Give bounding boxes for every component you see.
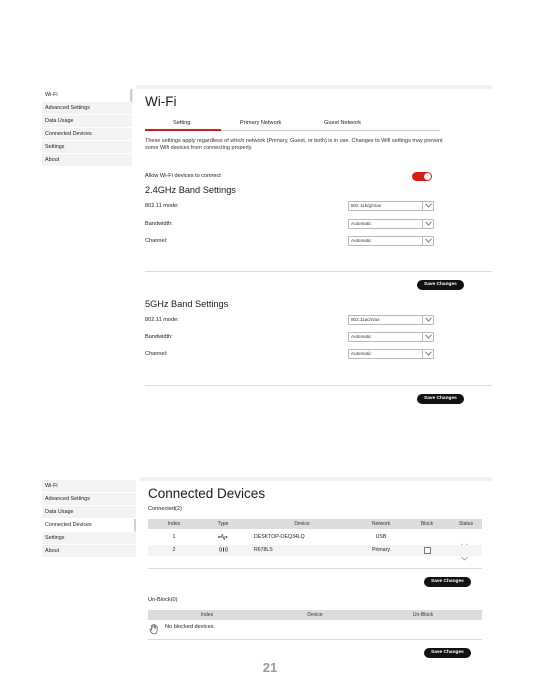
panel-header-bar (136, 85, 492, 89)
tab-setting[interactable]: Setting (173, 120, 191, 126)
save-changes-button-band24[interactable]: Save Changes (417, 280, 464, 290)
chevron-down-icon (422, 202, 433, 210)
row-index: 2 (172, 547, 176, 553)
sidebar-item-data-usage[interactable]: Data Usage (42, 115, 132, 128)
col-index: Index (200, 612, 214, 618)
unblock-count-label: Un-Block(0) (148, 597, 178, 603)
tab-active-underline (145, 129, 221, 131)
sidebar-bottom (42, 480, 136, 558)
col-device: Device (307, 612, 323, 618)
sidebar-item-settings[interactable]: Settings (42, 141, 132, 154)
unblock-table-header (148, 610, 482, 620)
col-status: Status (458, 521, 474, 527)
page-title-connected-devices: Connected Devices (148, 486, 266, 501)
band5-bandwidth-select[interactable] (348, 332, 434, 342)
col-unblock: Un-Block (412, 612, 434, 618)
row-network: Primary (372, 547, 390, 553)
tab-primary-network[interactable]: Primary Network (240, 120, 282, 126)
sidebar-item-wifi[interactable]: Wi-Fi (42, 480, 136, 493)
col-index: Index (167, 521, 181, 527)
band5-mode-value: 802.11ac/n/ax (351, 317, 380, 322)
band5-bandwidth-label: Bandwidth: (145, 334, 173, 340)
save-changes-button-connected[interactable]: Save Changes (424, 577, 471, 587)
chevron-down-icon (422, 237, 433, 245)
allow-wifi-toggle[interactable] (412, 172, 432, 181)
row-network: USB (375, 534, 387, 540)
unblock-divider (148, 639, 482, 640)
band24-mode-label: 802.11 mode: (145, 203, 179, 209)
connected-count-label: Connected(2) (148, 506, 182, 512)
col-block: Block (420, 521, 434, 527)
chevron-down-icon (422, 333, 433, 341)
allow-wifi-label: Allow Wi-Fi devices to connect (145, 173, 221, 179)
band24-bandwidth-select[interactable] (348, 219, 434, 229)
block-checkbox[interactable] (424, 547, 431, 554)
band24-mode-value: 802.11b/g/n/ax (351, 203, 382, 208)
band5-channel-label: Channel: (145, 351, 168, 357)
band5-title: 5GHz Band Settings (145, 299, 229, 309)
band24-bandwidth-value: Automatic (351, 221, 372, 226)
panel-header-bar (140, 477, 492, 481)
band24-title: 2.4GHz Band Settings (145, 185, 236, 195)
band5-bandwidth-value: Automatic (351, 334, 372, 339)
row-device: R678LS (254, 547, 273, 553)
sidebar-item-connected-devices[interactable]: Connected Devices (42, 128, 132, 141)
sidebar-top (42, 89, 132, 167)
sidebar-item-advanced-settings[interactable]: Advanced Settings (42, 102, 132, 115)
hand-icon (149, 622, 159, 640)
chevron-down-icon (422, 220, 433, 228)
band5-mode-select[interactable] (348, 315, 434, 325)
connected-divider (148, 568, 482, 569)
band5-divider (145, 385, 492, 386)
band5-channel-select[interactable] (348, 349, 434, 359)
sidebar-item-about[interactable]: About (42, 545, 136, 558)
save-changes-button-unblock[interactable]: Save Changes (424, 648, 471, 658)
wifi-signal-icon (200, 545, 246, 556)
row-device: DESKTOP-OEQ34LQ (254, 534, 305, 540)
band5-channel-value: Automatic (351, 351, 372, 356)
band24-divider (145, 271, 492, 272)
band24-channel-select[interactable] (348, 236, 434, 246)
band24-mode-select[interactable] (348, 201, 434, 211)
col-network: Network (371, 521, 391, 527)
row-index: 1 (172, 534, 176, 540)
sidebar-item-connected-devices[interactable]: Connected Devices (42, 519, 136, 532)
col-type: Type (217, 521, 229, 527)
toggle-knob (424, 173, 431, 180)
band24-channel-label: Channel: (145, 238, 168, 244)
page-title-wifi: Wi-Fi (145, 94, 177, 109)
sidebar-item-about[interactable]: About (42, 154, 132, 167)
chevron-down-icon (422, 350, 433, 358)
sidebar-item-wifi[interactable]: Wi-Fi (42, 89, 132, 102)
sidebar-item-data-usage[interactable]: Data Usage (42, 506, 136, 519)
usb-icon (200, 532, 246, 543)
no-blocked-devices-text: No blocked devices. (165, 624, 216, 630)
band24-bandwidth-label: Bandwidth: (145, 221, 173, 227)
connected-table-header (148, 519, 482, 529)
band24-channel-value: Automatic (351, 238, 372, 243)
chevron-down-icon (422, 316, 433, 324)
sidebar-divider (132, 89, 133, 103)
sidebar-item-advanced-settings[interactable]: Advanced Settings (42, 493, 136, 506)
col-device: Device (294, 521, 310, 527)
band5-mode-label: 802.11 mode: (145, 317, 179, 323)
page-number: 21 (262, 660, 278, 675)
settings-note: These settings apply regardless of which network (Primary, Guest, or both) is in use. Changes to Wifi settings may prevent some Wifi devices from connecting properly. (145, 138, 443, 151)
save-changes-button-band5[interactable]: Save Changes (417, 394, 464, 404)
chevron-down-icon[interactable] (461, 548, 468, 566)
table-row (148, 545, 482, 556)
tab-guest-network[interactable]: Guest Network (324, 120, 361, 126)
table-row (148, 532, 482, 543)
sidebar-item-settings[interactable]: Settings (42, 532, 136, 545)
